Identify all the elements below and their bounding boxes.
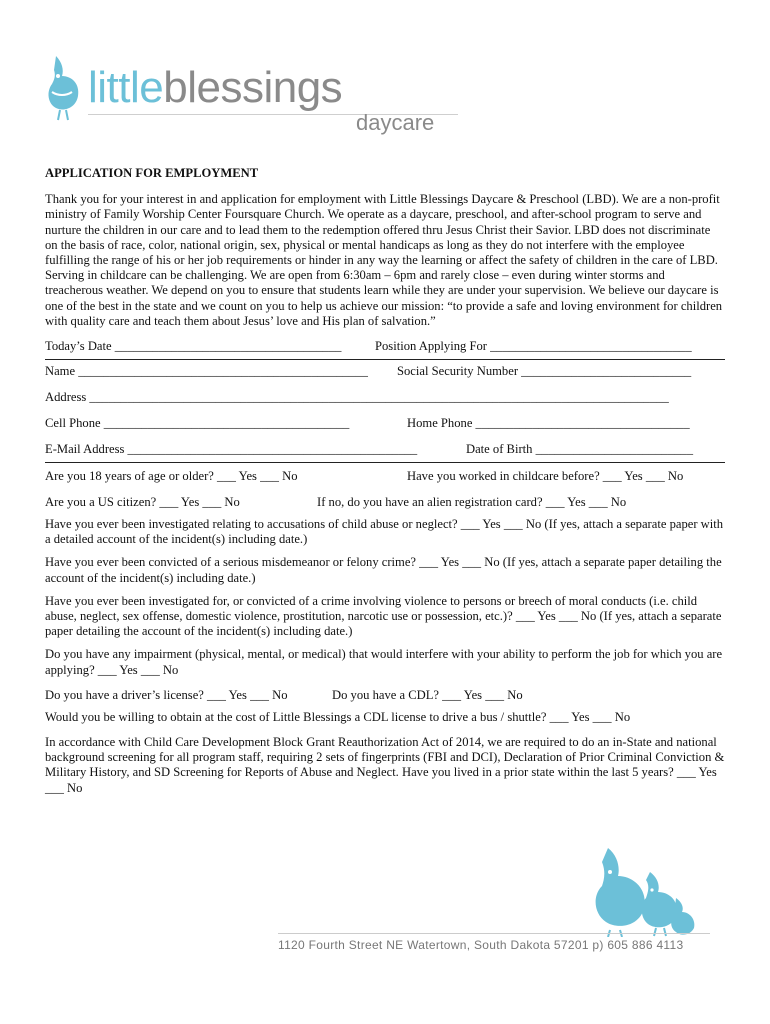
cdl-question[interactable]: Do you have a CDL? ___ Yes ___ No xyxy=(332,687,523,702)
row-address xyxy=(45,386,725,412)
intro-paragraph: Thank you for your interest in and application for employment with Little Blessings Daycare & Preschool (LBD). We are a non-profit ministry of Family Worship Center Foursquare Church. We operate as a daycare, preschool, and after-school program to serve and nurture the children in our care and to lead them to the redemption offered thru Jesus Christ their Savior. LBD does not discriminate on the basis of race, color, national origin, sex, physical or mental handicaps as long as they do not interfere with the employee fulfilling the range of his or her job requirements or hinder in any way the learning or affect the safety of children in the care of LBD. Serving in childcare can be challenging. We are open from 6:30am – 6pm and rarely close – even during winter storms and treacherous weather. We depend on you to ensure that students learn while they are under your supervision. We believe our daycare is one of the best in the state and we count on you to help us achieve our mission: “to provide a safe and loving environment for children with quality care and teach them about Jesus’ love and His plan of salvation.” xyxy=(45,192,723,328)
name-field[interactable]: Name ______________________________________________ xyxy=(45,364,368,379)
row-date-position xyxy=(45,335,725,360)
alien-card-question[interactable]: If no, do you have an alien registration card? ___ Yes ___ No xyxy=(317,495,627,510)
impairment-question[interactable]: Do you have any impairment (physical, mental, or medical) that would interfere with your ability to perform the job for which you are applying? ___ Yes ___ No xyxy=(45,647,723,677)
dob-field[interactable]: Date of Birth _________________________ xyxy=(466,442,694,457)
row-license-cdl xyxy=(45,686,725,710)
license-question[interactable]: Do you have a driver’s license? ___ Yes ___ No xyxy=(45,687,288,702)
citizen-question[interactable]: Are you a US citizen? ___ Yes ___ No xyxy=(45,495,240,510)
todays-date-field[interactable]: Today’s Date ____________________________________ xyxy=(45,339,342,354)
row-phones xyxy=(45,412,725,438)
logo xyxy=(46,52,466,142)
bird-logo-icon xyxy=(46,52,90,122)
screening-question[interactable]: In accordance with Child Care Development Block Grant Reauthorization Act of 2014, we are required to do an in-State and national background screening for all program staff, requiring 2 sets of fingerprints (FBI and DCI), Declaration of Prior Criminal Conviction & Military History, and SD Screening for Reports of Abuse and Neglect. Have you lived in a prior state within the last 5 years? ___ Yes ___ No xyxy=(45,735,725,795)
row-email-dob xyxy=(45,438,725,463)
childcare-question[interactable]: Have you worked in childcare before? ___ Yes ___ No xyxy=(407,469,684,484)
row-citizen xyxy=(45,491,725,517)
logo-text-little: little xyxy=(88,63,164,112)
row-name-ssn xyxy=(45,360,725,386)
page-title: APPLICATION FOR EMPLOYMENT xyxy=(45,166,259,180)
footer-divider xyxy=(278,933,710,934)
email-field[interactable]: E-Mail Address ______________________________________________ xyxy=(45,442,418,457)
position-field[interactable]: Position Applying For ________________________________ xyxy=(375,339,692,354)
footer-address: 1120 Fourth Street NE Watertown, South Dakota 57201 p) 605 886 4113 xyxy=(278,938,684,952)
logo-subtitle: daycare xyxy=(356,110,435,135)
convicted-question[interactable]: Have you ever been convicted of a serious misdemeanor or felony crime? ___ Yes ___ No (If yes, attach a separate paper detailing the account of the incident(s) including date.) xyxy=(45,555,722,585)
age-question[interactable]: Are you 18 years of age or older? ___ Yes ___ No xyxy=(45,469,298,484)
address-field[interactable]: Address ____________________________________________________________________________________________ xyxy=(45,390,669,405)
obtain-cdl-question[interactable]: Would you be willing to obtain at the cost of Little Blessings a CDL license to drive a bus / shuttle? ___ Yes ___ No xyxy=(45,709,631,724)
ssn-field[interactable]: Social Security Number ___________________________ xyxy=(397,364,692,379)
row-age-childcare xyxy=(45,465,725,491)
violence-question[interactable]: Have you ever been investigated for, or convicted of a crime involving violence to persons or breech of moral conducts (i.e. child abuse, neglect, sex offense, domestic violence, prostitution, narcotic use or possession, etc.)? ___ Yes ___ No (If yes, attach a separate paper detailing the account of the incident(s) including date.) xyxy=(45,593,722,639)
logo-text-blessings: blessings xyxy=(163,63,343,112)
home-phone-field[interactable]: Home Phone __________________________________ xyxy=(407,416,690,431)
cell-phone-field[interactable]: Cell Phone _______________________________________ xyxy=(45,416,350,431)
logo-wordmark xyxy=(88,63,343,112)
application-form xyxy=(45,166,725,804)
bird-family-icon xyxy=(590,842,705,937)
investigated-question[interactable]: Have you ever been investigated relating to accusations of child abuse or neglect? ___ Yes ___ No (If yes, attach a separate paper with a detailed account of the incident(s) including date.) xyxy=(45,517,724,547)
